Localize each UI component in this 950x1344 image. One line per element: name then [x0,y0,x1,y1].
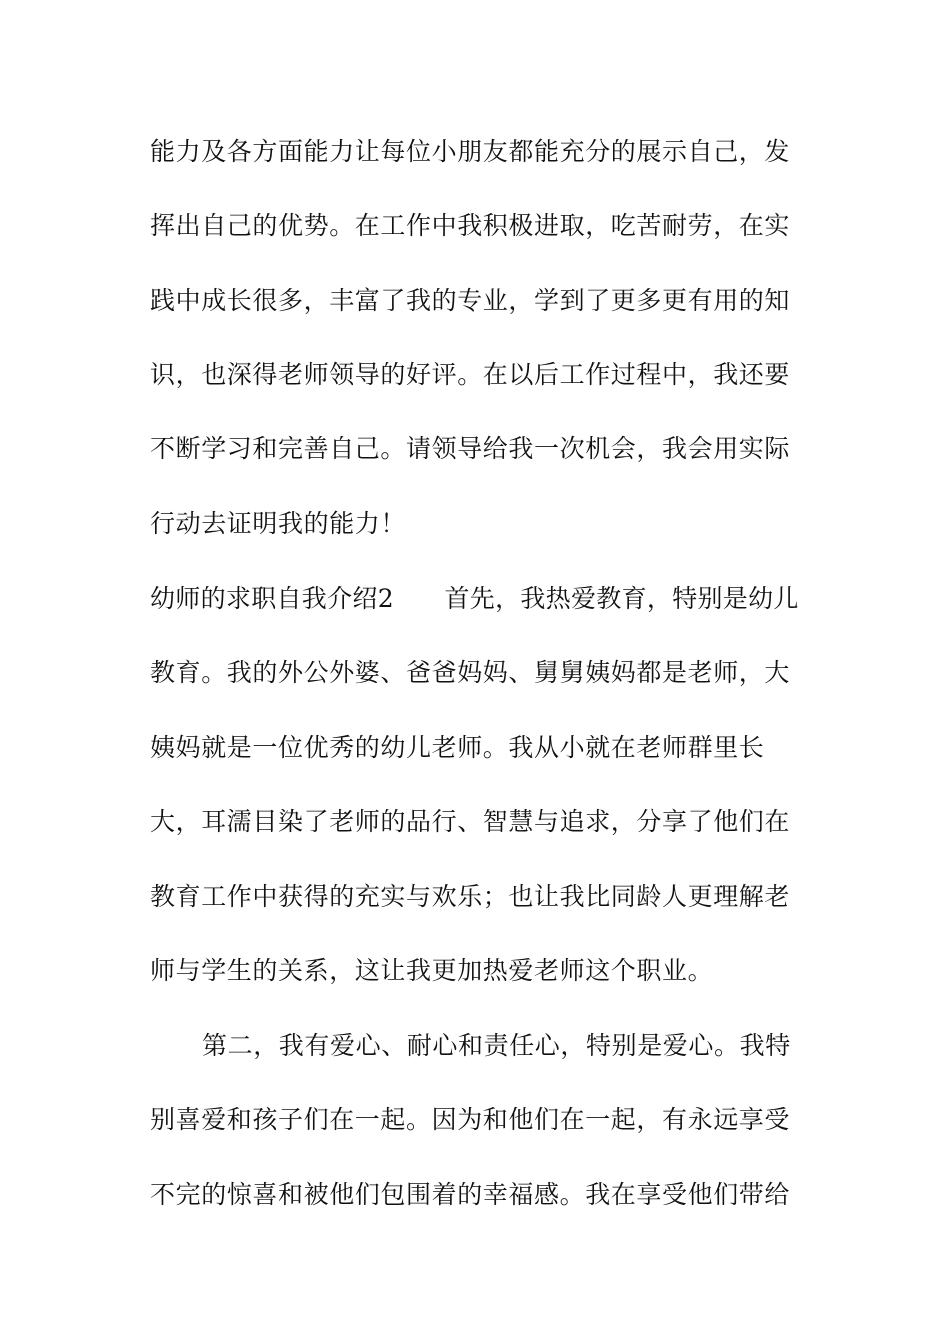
text-line: 践中成长很多，丰富了我的专业，学到了更多更有用的知 [150,286,791,315]
text-line: 别喜爱和孩子们在一起。因为和他们在一起，有永远享受 [150,1105,791,1134]
text-line: 师与学生的关系，这让我更加热爱老师这个职业。 [150,956,714,985]
text-line: 不完的惊喜和被他们包围着的幸福感。我在享受他们带给 [150,1180,791,1209]
text-line: 大，耳濡目染了老师的品行、智慧与追求，分享了他们在 [150,807,791,836]
text-line: 教育工作中获得的充实与欢乐；也让我比同龄人更理解老 [150,882,791,911]
text-line: 行动去证明我的能力！ [150,509,407,538]
text-line: 姨妈就是一位优秀的幼儿老师。我从小就在老师群里长 [150,733,765,762]
text-line: 教育。我的外公外婆、爸爸妈妈、舅舅姨妈都是老师，大 [150,658,791,687]
text-line: 不断学习和完善自己。请领导给我一次机会，我会用实际 [150,434,791,463]
section-heading-line: 幼师的求职自我介绍2 首先，我热爱教育，特别是幼儿 [150,584,799,613]
text-line: 能力及各方面能力让每位小朋友都能充分的展示自己，发 [150,137,791,166]
text-line: 识，也深得老师领导的好评。在以后工作过程中，我还要 [150,360,791,389]
paragraph-start-line: 第二，我有爱心、耐心和责任心，特别是爱心。我特 [202,1031,791,1060]
text-line: 挥出自己的优势。在工作中我积极进取，吃苦耐劳，在实 [150,211,791,240]
